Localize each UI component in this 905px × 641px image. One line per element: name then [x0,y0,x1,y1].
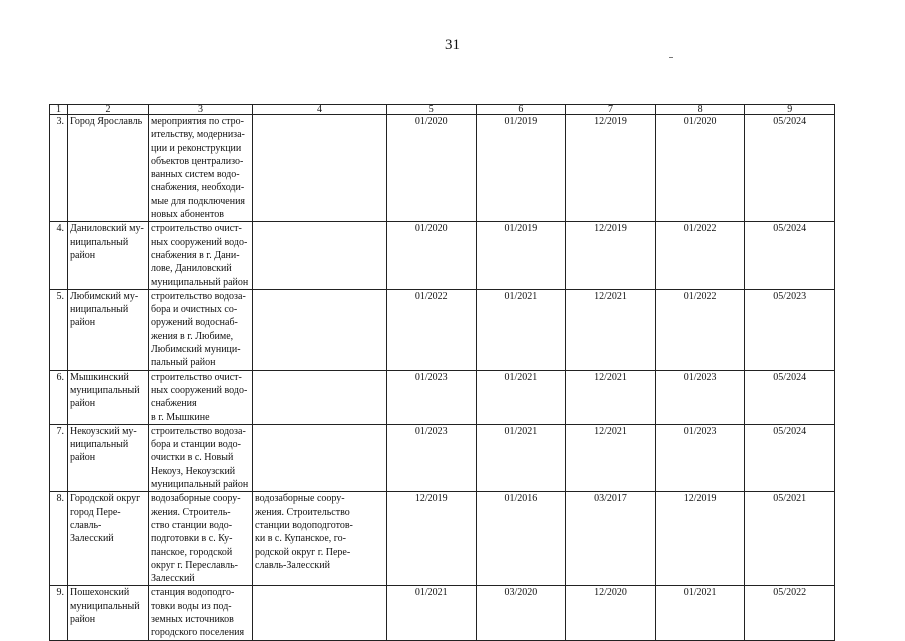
date-cell-8: 01/2021 [655,586,745,640]
district-cell: Мышкинский муниципальный район [68,370,149,424]
event-cell: строительство очист- ных сооружений водо- снабжения в г. Мышкине [149,370,253,424]
date-cell-9: 05/2024 [745,222,835,289]
date-cell-8: 12/2019 [655,492,745,586]
header-col-1: 1 [50,105,68,115]
table-row [50,424,835,491]
district-cell: Пошехонский муниципальный район [68,586,149,640]
district-cell: Город Ярославль [68,115,149,222]
header-col-3: 3 [149,105,253,115]
header-col-4: 4 [253,105,387,115]
row-number: 4. [50,222,68,289]
row-number: 6. [50,370,68,424]
table-row [50,370,835,424]
date-cell-7: 12/2021 [566,289,656,370]
header-col-7: 7 [566,105,656,115]
date-cell-5: 01/2020 [387,115,477,222]
header-row [50,105,835,115]
object-cell [253,115,387,222]
date-cell-5: 01/2023 [387,370,477,424]
date-cell-5: 01/2020 [387,222,477,289]
event-cell: строительство водоза- бора и станции водо- очистки в с. Новый Некоуз, Некоузский муниципальный район [149,424,253,491]
date-cell-6: 03/2020 [476,586,566,640]
object-cell [253,289,387,370]
date-cell-5: 01/2022 [387,289,477,370]
header-col-9: 9 [745,105,835,115]
event-cell: водозаборные соору- жения. Строитель- ство станции водо- подготовки в с. Ку- панское, городской округ г. Переславль- Залесский [149,492,253,586]
header-col-6: 6 [476,105,566,115]
date-cell-6: 01/2019 [476,222,566,289]
date-cell-5: 01/2023 [387,424,477,491]
event-cell: мероприятия по стро- ительству, модерниза- ции и реконструкции объектов централизо- ванных систем водо- снабжения, необходи- мые для подключения новых абонентов [149,115,253,222]
date-cell-7: 12/2020 [566,586,656,640]
row-number: 5. [50,289,68,370]
row-number: 7. [50,424,68,491]
object-cell [253,586,387,640]
header-col-8: 8 [655,105,745,115]
date-cell-9: 05/2022 [745,586,835,640]
district-cell: Любимский му- ниципальный район [68,289,149,370]
date-cell-5: 12/2019 [387,492,477,586]
date-cell-8: 01/2020 [655,115,745,222]
district-cell: Городской округ город Пере- славль- Залесский [68,492,149,586]
row-number: 9. [50,586,68,640]
object-cell [253,424,387,491]
date-cell-6: 01/2021 [476,424,566,491]
header-col-5: 5 [387,105,477,115]
header-col-2: 2 [68,105,149,115]
date-cell-9: 05/2021 [745,492,835,586]
table-header [50,105,835,115]
date-cell-6: 01/2016 [476,492,566,586]
date-cell-6: 01/2019 [476,115,566,222]
object-cell [253,370,387,424]
table-row [50,586,835,640]
row-number: 3. [50,115,68,222]
date-cell-7: 12/2019 [566,222,656,289]
object-cell [253,222,387,289]
table-row [50,289,835,370]
district-cell: Даниловский му- ниципальный район [68,222,149,289]
date-cell-7: 03/2017 [566,492,656,586]
scan-speck [669,57,673,58]
event-cell: станция водоподго- товки воды из под- земных источников городского поселения [149,586,253,640]
row-number: 8. [50,492,68,586]
date-cell-8: 01/2022 [655,289,745,370]
date-cell-6: 01/2021 [476,289,566,370]
date-cell-7: 12/2021 [566,370,656,424]
date-cell-8: 01/2023 [655,370,745,424]
projects-table [49,104,835,641]
event-cell: строительство очист- ных сооружений водо- снабжения в г. Дани- лове, Даниловский муниципальный район [149,222,253,289]
date-cell-9: 05/2023 [745,289,835,370]
date-cell-8: 01/2022 [655,222,745,289]
date-cell-7: 12/2021 [566,424,656,491]
event-cell: строительство водоза- бора и очистных со- оружений водоснаб- жения в г. Любиме, Любимский муници- пальный район [149,289,253,370]
date-cell-8: 01/2023 [655,424,745,491]
date-cell-9: 05/2024 [745,424,835,491]
table-row [50,222,835,289]
table-row [50,115,835,222]
district-cell: Некоузский му- ниципальный район [68,424,149,491]
date-cell-9: 05/2024 [745,115,835,222]
table-body [50,115,835,641]
date-cell-7: 12/2019 [566,115,656,222]
date-cell-6: 01/2021 [476,370,566,424]
page-number: 31 [445,37,460,53]
object-cell: водозаборные соору- жения. Строительство станции водоподготов- ки в с. Купанское, го- родской округ г. Пере- славль-Залесский [253,492,387,586]
date-cell-5: 01/2021 [387,586,477,640]
date-cell-9: 05/2024 [745,370,835,424]
table-row [50,492,835,586]
